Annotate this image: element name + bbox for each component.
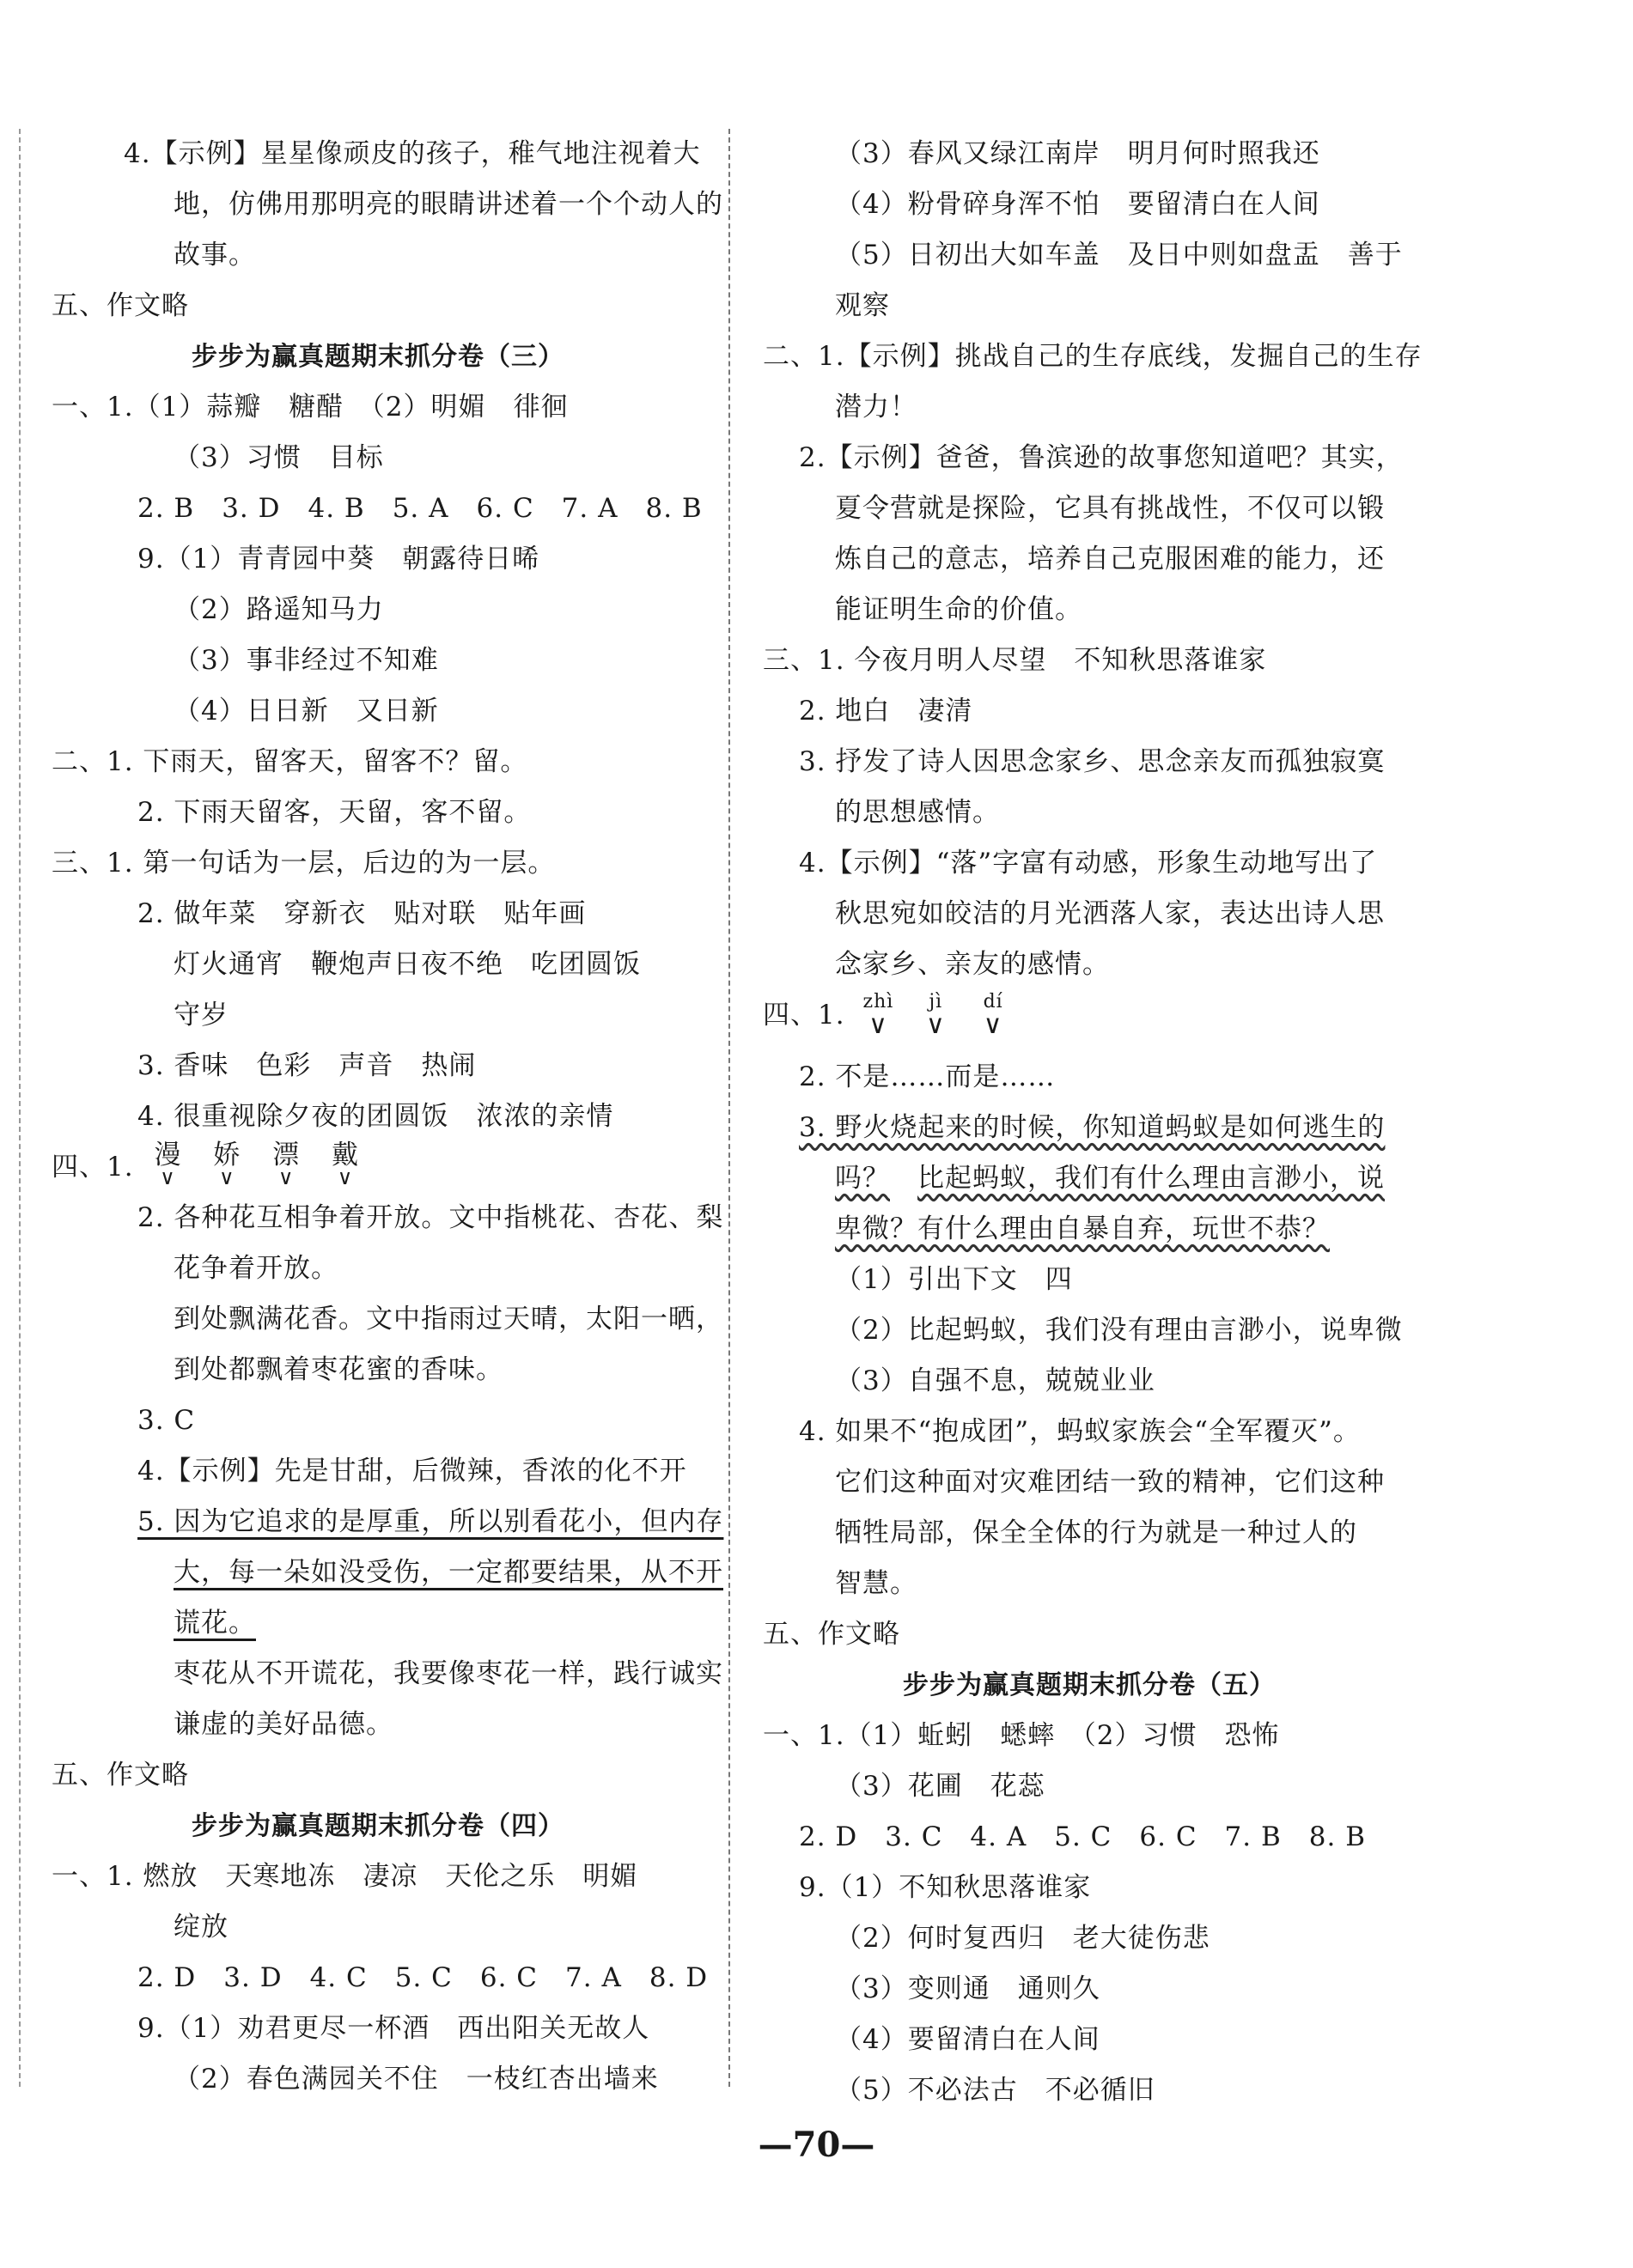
- text-line: 地，仿佛用那明亮的眼睛讲述着一个个动人的: [174, 189, 723, 220]
- text-line: 三、1. 第一句话为一层，后边的为一层。: [52, 848, 556, 879]
- text-line: 4.【示例】星星像顽皮的孩子，稚气地注视着大: [124, 138, 701, 169]
- text-line: 灯火通宵 鞭炮声日夜不绝 吃团圆饭: [174, 949, 641, 980]
- exam-title: 步步为赢真题期末抓分卷（五）: [903, 1670, 1276, 1700]
- text-line: （2）何时复西归 老大徒伤悲: [835, 1923, 1210, 1954]
- text-line: 3. 抒发了诗人因思念家乡、思念亲友而孤独寂寞: [799, 746, 1386, 777]
- text-line: 9.（1）不知秋思落谁家: [799, 1872, 1092, 1903]
- text-line: （3）春风又绿江南岸 明月何时照我还: [835, 138, 1320, 169]
- text-line: （3）变则通 通则久: [835, 1973, 1100, 2004]
- text-line: 2. 地白 凄清: [799, 696, 973, 727]
- text-line: 2.【示例】爸爸，鲁滨逊的故事您知道吧？其实，: [799, 442, 1404, 473]
- pinyin-mark: dí ∨: [983, 991, 1003, 1040]
- text-line: 4. 如果不“抱成团”，蚂蚁家族会“全军覆灭”。: [799, 1416, 1361, 1447]
- text-line: （4）粉骨碎身浑不怕 要留清白在人间: [835, 189, 1320, 220]
- text-line: （5）不必法古 不必循旧: [835, 2075, 1155, 2106]
- pinyin-mark: zhì ∨: [862, 991, 894, 1040]
- text-line: 4.【示例】“落”字富有动感，形象生动地写出了: [799, 848, 1378, 879]
- exam-title: 步步为赢真题期末抓分卷（三）: [192, 342, 564, 372]
- text-line: （3）花圃 花蕊: [835, 1771, 1045, 1802]
- text-line: 一、1.（1）蒜瓣 糖醋 （2）明媚 徘徊: [52, 392, 569, 423]
- wavy-underlined-text: 3. 野火烧起来的时候，你知道蚂蚁是如何逃生的: [799, 1112, 1386, 1143]
- text-line: 2. 不是……而是……: [799, 1061, 1056, 1092]
- text-line: 故事。: [174, 240, 256, 271]
- text-line: 念家乡、亲友的感情。: [835, 949, 1110, 980]
- wavy-underlined-text: 比起蚂蚁，我们有什么理由言渺小，说: [917, 1163, 1385, 1194]
- text-line: 2. D 3. D 4. C 5. C 6. C 7. A 8. D: [137, 1962, 709, 1993]
- text-line: （3）事非经过不知难: [174, 645, 439, 676]
- text-line: 智慧。: [835, 1568, 917, 1599]
- text-line: （3）习惯 目标: [174, 442, 384, 473]
- text-line: （2）比起蚂蚁，我们没有理由言渺小，说卑微: [835, 1315, 1403, 1346]
- text-line: （5）日初出大如车盖 及日中则如盘盂 善于: [835, 240, 1403, 271]
- text-line: 2. 做年菜 穿新衣 贴对联 贴年画: [137, 898, 587, 929]
- underlined-text: 5. 因为它追求的是厚重，所以别看花小，但内存: [137, 1506, 724, 1537]
- text-line: 炼自己的意志，培养自己克服困难的能力，还: [835, 544, 1385, 575]
- text-line: 观察: [835, 290, 890, 321]
- text-line: 2. 下雨天留客，天留，客不留。: [137, 797, 532, 828]
- text-line: 3. 香味 色彩 声音 热闹: [137, 1050, 477, 1081]
- right-column: [763, 129, 1423, 2116]
- text-line: 三、1. 今夜月明人尽望 不知秋思落谁家: [763, 645, 1267, 676]
- text-line: [52, 1497, 724, 1547]
- text-line: 秋思宛如皎洁的月光洒落人家，表达出诗人思: [835, 898, 1385, 929]
- marked-char: 娇 ∨: [213, 1140, 241, 1189]
- marked-char: 漂 ∨: [272, 1140, 301, 1189]
- text-line: [763, 1204, 1416, 1255]
- text-line: [52, 1547, 723, 1598]
- text-line: 花争着开放。: [174, 1253, 338, 1284]
- underlined-text: 大，每一朵如没受伤，一定都要结果，从不开: [174, 1557, 723, 1588]
- text-line: 2. 各种花互相争着开放。文中指桃花、杏花、梨: [137, 1202, 724, 1233]
- text-line: 4.【示例】先是甘甜，后微辣，香浓的化不开: [137, 1456, 687, 1487]
- text-line: 谦虚的美好品德。: [174, 1709, 393, 1740]
- marked-char: 漫 ∨: [154, 1140, 182, 1189]
- exam-title: 步步为赢真题期末抓分卷（四）: [192, 1811, 564, 1841]
- text-line: （2）春色满园关不住 一枝红杏出墙来: [174, 2064, 659, 2095]
- section-heading: 五、作文略: [52, 290, 189, 321]
- pinyin-mark: jì ∨: [925, 991, 946, 1040]
- text-line: 二、1.【示例】挑战自己的生存底线，发掘自己的生存: [763, 341, 1423, 372]
- text-line: 3. C: [137, 1405, 196, 1436]
- question-label: 四、1.: [763, 1000, 845, 1031]
- section-heading: 五、作文略: [52, 1760, 189, 1791]
- text-line: 的思想感情。: [835, 797, 1000, 828]
- text-line: 枣花从不开谎花，我要像枣花一样，践行诚实: [174, 1658, 723, 1689]
- text-line: 守岁: [174, 1000, 228, 1031]
- text-line: 到处都飘着枣花蜜的香味。: [174, 1354, 503, 1385]
- outer-dashed-rule: [19, 129, 21, 2087]
- text-line: [763, 1103, 1416, 1153]
- text-line: 二、1. 下雨天，留客天，留客不？留。: [52, 746, 528, 777]
- text-line: 一、1. 燃放 天寒地冻 凄凉 天伦之乐 明媚: [52, 1861, 638, 1892]
- marked-char: 戴 ∨: [332, 1140, 360, 1189]
- text-line: （4）日日新 又日新: [174, 696, 439, 727]
- text-line: [763, 990, 1416, 1052]
- text-line: 9.（1）青青园中葵 朝露待日晞: [137, 544, 540, 575]
- text-line: 潜力！: [835, 392, 917, 423]
- text-line: 夏令营就是探险，它具有挑战性，不仅可以锻: [835, 493, 1385, 524]
- text-line: 2. B 3. D 4. B 5. A 6. C 7. A 8. B: [137, 493, 703, 524]
- text-line: 它们这种面对灾难团结一致的精神，它们这种: [835, 1467, 1385, 1498]
- question-label: 四、1.: [52, 1152, 134, 1183]
- text-line: （2）路遥知马力: [174, 594, 384, 625]
- text-line: [52, 1598, 704, 1649]
- left-column: [52, 129, 724, 2105]
- page-number: —70—: [758, 2125, 875, 2165]
- text-line: （1）引出下文 四: [835, 1264, 1073, 1295]
- underlined-text: 谎花。: [174, 1608, 256, 1639]
- text-line: 绽放: [174, 1912, 228, 1943]
- section-heading: 五、作文略: [763, 1619, 900, 1650]
- text-line: 2. D 3. C 4. A 5. C 6. C 7. B 8. B: [799, 1821, 1366, 1852]
- wavy-underlined-text: 卑微？有什么理由自暴自弃，玩世不恭？: [835, 1213, 1330, 1244]
- text-line: 4. 很重视除夕夜的团圆饭 浓浓的亲情: [137, 1101, 614, 1132]
- text-line: [763, 1153, 1416, 1204]
- text-line: [52, 1142, 704, 1193]
- text-line: 能证明生命的价值。: [835, 594, 1082, 625]
- text-line: 一、1.（1）蚯蚓 蟋蟀 （2）习惯 恐怖: [763, 1720, 1280, 1751]
- wavy-underlined-text: 吗？: [835, 1163, 890, 1194]
- text-line: 9.（1）劝君更尽一杯酒 西出阳关无故人: [137, 2013, 650, 2044]
- center-dashed-rule: [728, 129, 730, 2087]
- text-line: 到处飘满花香。文中指雨过天晴，太阳一晒，: [174, 1304, 723, 1335]
- text-line: 牺牲局部，保全全体的行为就是一种过人的: [835, 1517, 1357, 1548]
- text-line: （3）自强不息，兢兢业业: [835, 1365, 1155, 1396]
- text-line: （4）要留清白在人间: [835, 2024, 1100, 2055]
